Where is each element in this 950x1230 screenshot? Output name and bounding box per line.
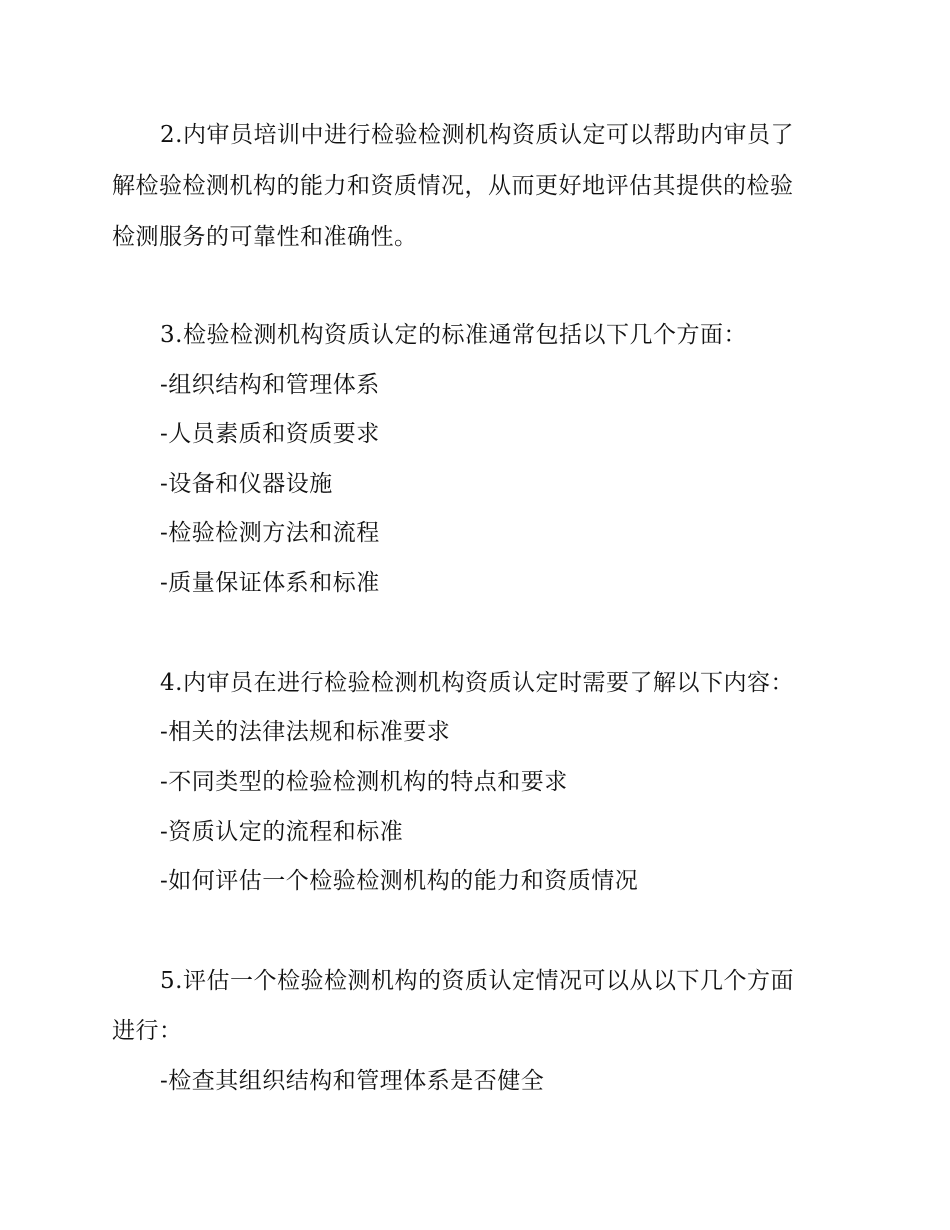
list-item: -质量保证体系和标准: [160, 570, 380, 596]
list-item: -不同类型的检验检测机构的特点和要求: [160, 769, 568, 795]
list-item: -相关的法律法规和标准要求: [160, 719, 451, 745]
paragraph-2-line-3: 检测服务的可靠性和准确性。: [112, 224, 418, 250]
paragraph-3-heading: 3.检验检测机构资质认定的标准通常包括以下几个方面：: [160, 322, 747, 348]
paragraph-4-heading: 4.内审员在进行检验检测机构资质认定时需要了解以下内容：: [160, 670, 794, 696]
list-item: -组织结构和管理体系: [160, 372, 380, 398]
list-item: -人员素质和资质要求: [160, 421, 380, 447]
list-item: -检验检测方法和流程: [160, 520, 380, 546]
paragraph-2-line-1: 2.内审员培训中进行检验检测机构资质认定可以帮助内审员了: [160, 122, 794, 148]
list-item: -资质认定的流程和标准: [160, 819, 404, 845]
paragraph-5-line-1: 5.评估一个检验检测机构的资质认定情况可以从以下几个方面: [160, 968, 794, 994]
list-item: -检查其组织结构和管理体系是否健全: [160, 1068, 545, 1094]
paragraph-5-line-2: 进行：: [112, 1018, 183, 1044]
list-item: -如何评估一个检验检测机构的能力和资质情况: [160, 868, 639, 894]
list-item: -设备和仪器设施: [160, 471, 333, 497]
paragraph-2-line-2: 解检验检测机构的能力和资质情况，从而更好地评估其提供的检验: [112, 173, 794, 199]
